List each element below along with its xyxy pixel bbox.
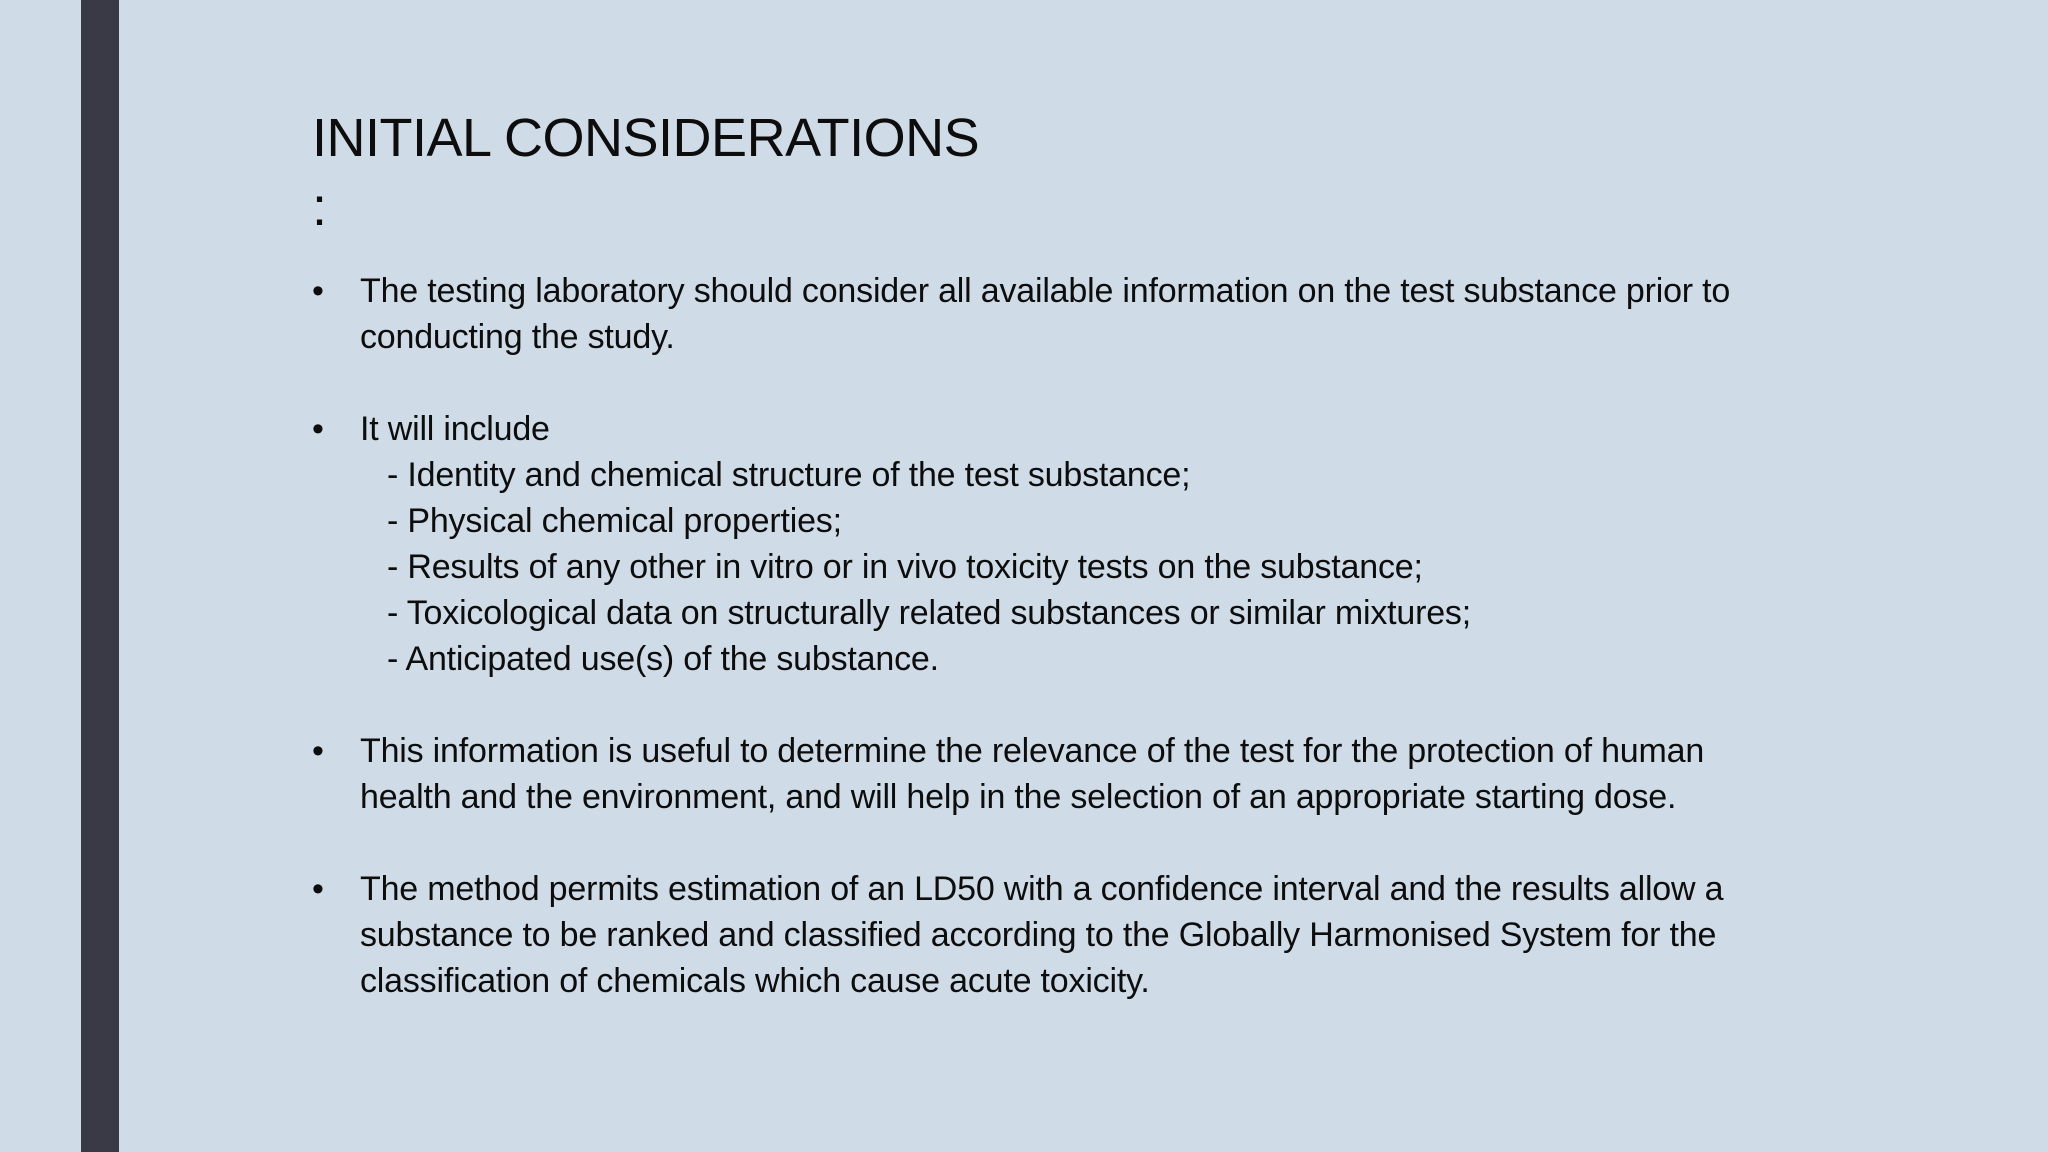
bullet-text: It will include (360, 410, 550, 448)
bullet-item-4 (312, 866, 1792, 1004)
sub-item: - Toxicological data on structurally related substances or similar mixtures; (387, 594, 1471, 632)
bullet-text: The method permits estimation of an LD50 with a confidence interval and the results allow a substance to be ranked and classified according to the Globally Harmonised System for the classification of chemicals which cause acute toxicity. (360, 870, 1724, 1000)
sub-item: - Identity and chemical structure of the test substance; (387, 456, 1191, 494)
bullet-item-3 (312, 728, 1792, 820)
sub-item: - Physical chemical properties; (387, 502, 842, 540)
slide-title-colon: : (312, 177, 327, 237)
sub-item: - Anticipated use(s) of the substance. (387, 640, 939, 678)
slide-title (312, 104, 979, 242)
sub-item: - Results of any other in vitro or in vivo toxicity tests on the substance; (387, 548, 1423, 586)
bullet-dot: • (312, 732, 324, 770)
slide-title-text: INITIAL CONSIDERATIONS (312, 108, 980, 168)
bullet-item-1 (312, 268, 1792, 360)
bullet-text: The testing laboratory should consider all available information on the test substance prior to conducting the study. (360, 272, 1731, 356)
bullet-dot: • (312, 272, 324, 310)
bullet-dot: • (312, 410, 324, 448)
bullet-item-2 (312, 406, 1792, 682)
bullet-dot: • (312, 870, 324, 908)
bullet-list (312, 268, 1792, 1050)
left-accent-bar (81, 0, 119, 1152)
bullet-text: This information is useful to determine the relevance of the test for the protection of human health and the environment, and will help in the selection of an appropriate starting dose. (360, 732, 1705, 816)
